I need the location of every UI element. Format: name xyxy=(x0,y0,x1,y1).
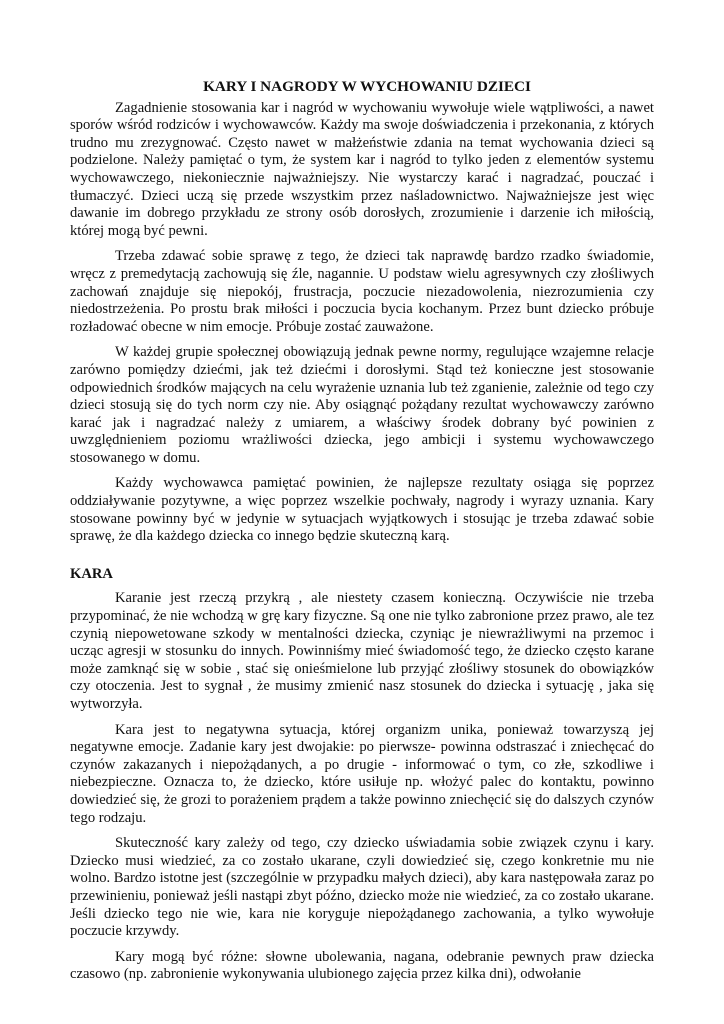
paragraph: Karanie jest rzeczą przykrą , ale niestety czasem konieczną. Oczywiście nie trzeba przypominać, że nie wchodzą w grę kary fizyczne. Są one nie tylko zabronione przez prawo, ale tez czynią niepowetowane szkody w mentalności dziecka, czyniąc je niewrażliwymi na przemoc i ucząc agresji w stosunku do innych. Powinniśmy mieć świadomość tego, że dziecko często karane może zamknąć się w sobie , stać się onieśmielone lub przyjąć złośliwy stosunek do obowiązków czy otoczenia. Jest to sygnał , że musimy zmienić nasz stosunek do dziecka i sytuację , jaka się wytworzyła. xyxy=(70,590,654,712)
paragraph: Skuteczność kary zależy od tego, czy dziecko uświadamia sobie związek czynu i kary. Dziecko musi wiedzieć, za co zostało ukarane, czyli dowiedzieć się, czego konkretnie mu nie wolno. Bardzo istotne jest (szczególnie w przypadku małych dzieci), aby kara następowała zaraz po przewinieniu, ponieważ jeśli nastąpi zbyt późno, dziecko może nie wiedzieć, za co zostało ukarane. Jeśli dziecko tego nie wie, kara nie koryguje niepożądanego zachowania, a tylko wywołuje poczucie krzywdy. xyxy=(70,835,654,940)
paragraph: Zagadnienie stosowania kar i nagród w wychowaniu wywołuje wiele wątpliwości, a nawet sporów wśród rodziców i wychowawców. Każdy ma swoje doświadczenia i przekonania, z których trudno mu zrezygnować. Często nawet w małżeństwie zdania na temat wychowania dzieci są podzielone. Należy pamiętać o tym, że system kar i nagród to tylko jeden z elementów systemu wychowawczego, niekoniecznie najważniejszy. Nie wystarczy karać i nagradzać, pouczać i tłumaczyć. Dzieci uczą się przede wszystkim przez naśladownictwo. Najważniejsze jest więc dawanie im dobrego przykładu ze strony osób dorosłych, zrozumienie i darzenie ich miłością, której mogą być pewni. xyxy=(70,99,654,239)
document-title: KARY I NAGRODY W WYCHOWANIU DZIECI xyxy=(203,78,531,95)
paragraph: Kary mogą być różne: słowne ubolewania, nagana, odebranie pewnych praw dziecka czasowo (np. zabronienie wykonywania ulubionego zajęcia przez kilka dni), odwołanie xyxy=(70,948,654,983)
paragraph: Kara jest to negatywna sytuacja, której organizm unika, ponieważ towarzyszą jej negatywne emocje. Zadanie kary jest dwojakie: po pierwsze- powinna odstraszać i zniechęcać do czynów zakazanych i niepożądanych, a po drugie - informować o tym, co złe, szkodliwe i niebezpieczne. Oznacza to, że dziecko, które usiłuje np. włożyć palec do kontaktu, powinno dowiedzieć się, że grozi to porażeniem prądem a także powinno zniechęcić się do dalszych czynów tego rodzaju. xyxy=(70,721,654,826)
section-heading: KARA xyxy=(70,565,113,582)
paragraph: Trzeba zdawać sobie sprawę z tego, że dzieci tak naprawdę bardzo rzadko świadomie, wręcz z premedytacją zachowują się źle, nagannie. U podstaw wielu agresywnych czy złośliwych zachowań znajduje się niepokój, frustracja, poczucie niezadowolenia, niezrozumienia czy niedostrzeżenia. Po prostu brak miłości i poczucia bycia kochanym. Przez bunt dziecko próbuje rozładować obecne w nim emocje. Próbuje zostać zauważone. xyxy=(70,248,654,335)
paragraph: Każdy wychowawca pamiętać powinien, że najlepsze rezultaty osiąga się poprzez oddziaływanie pozytywne, a więc poprzez wszelkie pochwały, nagrody i wyrazy uznania. Kary stosowane powinny być w jedynie w sytuacjach wyjątkowych i stosując je trzeba zdawać sobie sprawę, że dla każdego dziecka co innego będzie skuteczną karą. xyxy=(70,475,654,545)
document-page xyxy=(70,78,654,984)
paragraph: W każdej grupie społecznej obowiązują jednak pewne normy, regulujące wzajemne relacje zarówno pomiędzy dziećmi, jak też dziećmi i dorosłymi. Stąd też konieczne jest stosowanie odpowiednich środków mających na celu wyrażenie uznania lub też zganienie, zależnie od tego czy dzieci stosują się do tych norm czy nie. Aby osiągnąć pożądany rezultat wychowawczy zarówno karać jak i nagradzać należy z umiarem, a właściwy środek dobrany być powinien z uwzględnieniem poziomu wrażliwości dziecka, jego ambicji i systemu wychowawczego stosowanego w domu. xyxy=(70,344,654,466)
